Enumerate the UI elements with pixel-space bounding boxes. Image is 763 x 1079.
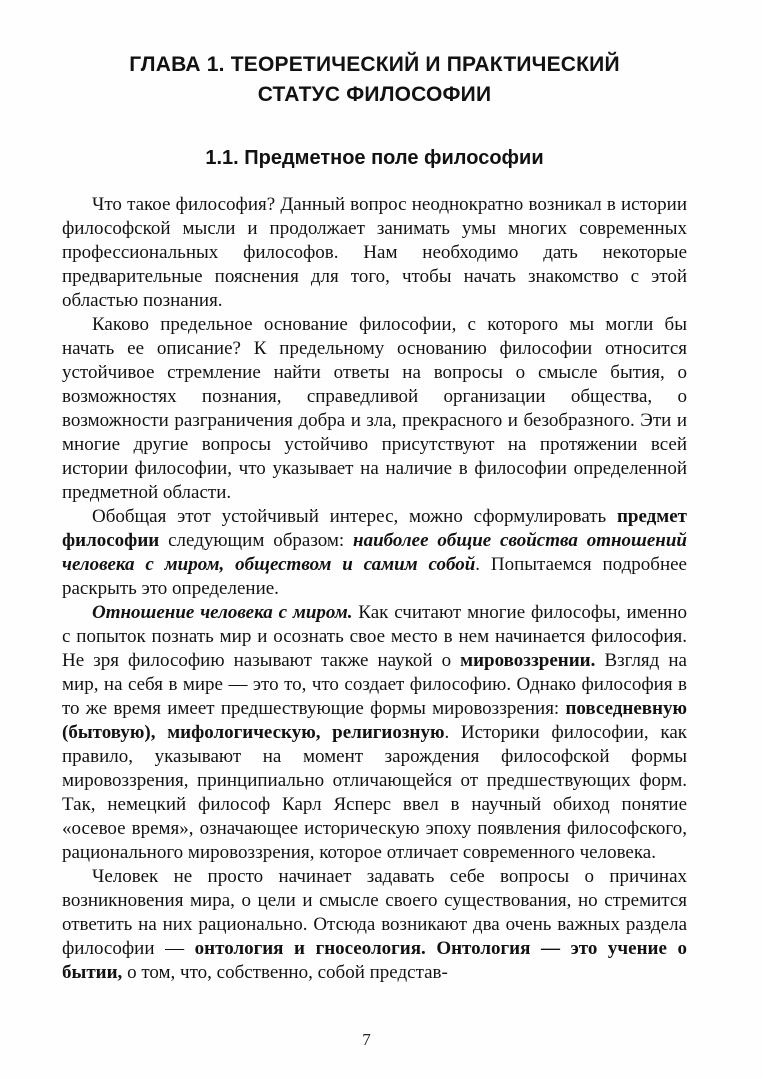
text-run: Обобщая этот устойчивый интерес, можно сформулировать [92, 506, 617, 527]
text-run: онтология и гносеология. Онтология — это учение о бытии, [62, 938, 687, 983]
text-run: наиболее общие свойства отношений человека с миром, обществом и самим собой [62, 530, 687, 575]
chapter-title-line-1: ГЛАВА 1. ТЕОРЕТИЧЕСКИЙ И ПРАКТИЧЕСКИЙ [129, 53, 620, 76]
text-run: следующим образом: [159, 530, 354, 551]
page-number: 7 [362, 1030, 371, 1049]
body-paragraphs [62, 170, 687, 985]
section-title: 1.1. Предметное поле философии [205, 147, 544, 169]
text-run: Отношение человека с миром. [92, 602, 353, 623]
paragraph [62, 865, 687, 985]
text-run: Взгляд на мир, на себя в мире — это то, что создает философию. Однако философия в то же время имеет предшествующие формы мировоззрения: [62, 650, 687, 719]
text-run: . Попытаемся подробнее раскрыть это определение. [62, 554, 687, 599]
text-run: Человек не просто начинает задавать себе вопросы о причинах возникновения мира, о цели и смысле своего существования, но стремится ответить на них рационально. Отсюда возникают два очень важных раздела философии — [62, 866, 687, 959]
text-run: мировоззрении. [460, 650, 596, 671]
paragraph [62, 313, 687, 505]
text-run: Как считают многие философы, именно с попыток познать мир и осознать свое место в нем начинается философия. Не зря философию называют также наукой о [62, 602, 687, 671]
text-run: о том, что, собственно, собой представ- [122, 962, 448, 983]
paragraph [62, 193, 687, 313]
paragraph [62, 505, 687, 601]
text-run: предмет философии [62, 506, 687, 551]
text-run: Что такое философия? Данный вопрос неоднократно возникал в истории философской мысли и продолжает занимать умы многих современных профессиональных философов. Нам необходимо дать некоторые предварительные пояснения для того, чтобы начать знакомство с этой областью познания. [62, 194, 687, 311]
text-run: повседневную (бытовую), мифологическую, религиозную [62, 698, 687, 743]
paragraph [62, 601, 687, 865]
chapter-title-line-2: СТАТУС ФИЛОСОФИИ [257, 83, 492, 106]
chapter-title [62, 0, 687, 110]
text-run: . Историки философии, как правило, указывают на момент зарождения философской формы мировоззрения, принципиально отличающейся от предшествующих форм. Так, немецкий философ Карл Ясперс ввел в научный обиход понятие «осевое время», означающее историческую эпоху появления философского, рационального мировоззрения, которое отличает современного человека. [62, 722, 687, 863]
text-run: Каково предельное основание философии, с которого мы могли бы начать ее описание? К предельному основанию философии относится устойчивое стремление найти ответы на вопросы о смысле бытия, о возможностях познания, справедливой организации общества, о возможности разграничения добра и зла, прекрасного и безобразного. Эти и многие другие вопросы устойчиво присутствуют на протяжении всей истории философии, что указывает на наличие в философии определенной предметной области. [62, 314, 687, 503]
